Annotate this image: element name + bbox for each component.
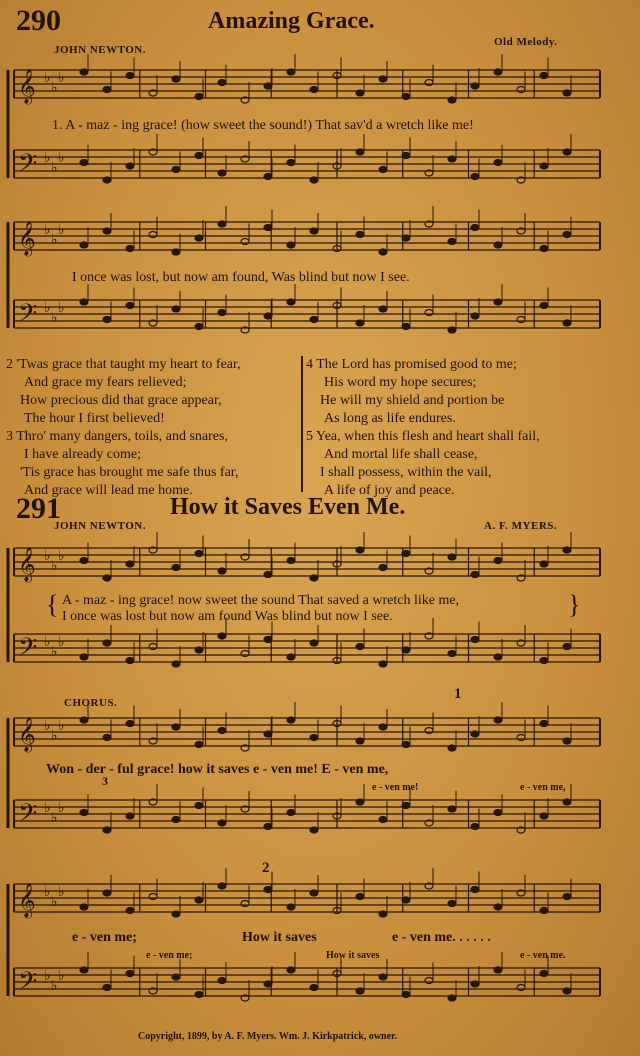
verse-block [306,428,540,500]
note-head [218,978,226,984]
note-head [195,992,203,998]
note-head [310,228,318,234]
flat-sign: ♭ [44,800,51,816]
flat-sign: ♭ [51,978,58,994]
flat-sign: ♭ [44,548,51,564]
note-head [218,568,226,574]
treble-clef: 𝄞 [18,883,36,918]
note-head [172,565,180,571]
note-head [563,320,571,326]
flat-sign: ♭ [44,968,51,984]
note-head [264,83,272,89]
flat-sign: ♭ [58,800,65,816]
note-head [103,640,111,646]
note-head [195,94,203,100]
note-head [310,827,318,833]
note-head [448,97,456,103]
note-head [80,299,88,305]
note-head [379,167,387,173]
note-head [287,242,295,248]
note-head [172,724,180,730]
note-head [540,561,548,567]
note-head [379,76,387,82]
note-head [540,246,548,252]
bass-clef: 𝄢 [18,799,38,834]
treble-clef: 𝄞 [18,717,36,752]
note-head [195,897,203,903]
note-head [563,894,571,900]
note-head [379,249,387,255]
verse-line: His word my hope secures; [324,375,477,390]
measure-number: 3 [102,774,108,788]
note-head [103,735,111,741]
note-head [402,551,410,557]
note-head [287,160,295,166]
lyric-line: I once was lost but now am found Was blind but now I see. [62,609,393,624]
note-head [494,810,502,816]
note-head [494,160,502,166]
author-credit: JOHN NEWTON. [54,520,146,532]
flat-sign: ♭ [58,634,65,650]
note-head [310,177,318,183]
note-head [379,817,387,823]
note-head [172,974,180,980]
note-head [494,967,502,973]
note-head [80,558,88,564]
note-head [287,967,295,973]
verse-line: As long as life endures. [324,411,456,426]
note-head [563,547,571,553]
verse-line: He will my shield and portion be [320,393,505,408]
note-head [540,163,548,169]
hymn-title: Amazing Grace. [208,8,375,34]
note-head [103,87,111,93]
note-head [103,317,111,323]
note-head [448,806,456,812]
note-head [494,654,502,660]
note-head [494,904,502,910]
note-head [471,637,479,643]
note-head [540,303,548,309]
note-head [310,575,318,581]
verse-line: 'Tis grace has brought me safe thus far, [20,465,239,480]
note-head [264,313,272,319]
composer-credit: A. F. MYERS. [484,520,558,532]
note-head [471,313,479,319]
note-head [195,742,203,748]
verse-number: 2 [6,357,13,372]
note-head [563,988,571,994]
note-head [287,904,295,910]
verse-block [306,356,517,428]
flat-sign: ♭ [58,968,65,984]
small-lyric: e - ven me; [146,950,193,961]
flat-sign: ♭ [51,644,58,660]
flat-sign: ♭ [58,884,65,900]
note-head [103,177,111,183]
note-head [264,981,272,987]
verse-line: I shall possess, within the vail, [320,465,492,480]
note-head [264,572,272,578]
note-head [172,817,180,823]
note-head [126,721,134,727]
note-head [80,69,88,75]
bass-clef: 𝄢 [18,967,38,1002]
note-head [448,156,456,162]
note-head [356,320,364,326]
chorus-line: e - ven me; [72,930,137,945]
flat-sign: ♭ [51,810,58,826]
flat-sign: ♭ [44,300,51,316]
note-head [218,883,226,889]
lyric-line: I once was lost, but now am found, Was blind but now I see. [72,270,410,285]
treble-clef: 𝄞 [18,221,36,256]
copyright-notice: Copyright, 1899, by A. F. Myers. Wm. J. Kirkpatrick, owner. [138,1031,398,1042]
flat-sign: ♭ [44,150,51,166]
note-head [356,894,364,900]
note-head [379,565,387,571]
note-head [103,985,111,991]
flat-sign: ♭ [51,894,58,910]
note-head [310,317,318,323]
verse-line: Yea, when this flesh and heart shall fail, [315,429,540,444]
note-head [80,654,88,660]
flat-sign: ♭ [51,728,58,744]
flat-sign: ♭ [58,150,65,166]
hymn-title: How it Saves Even Me. [170,494,406,520]
note-head [264,225,272,231]
note-head [448,327,456,333]
note-head [264,174,272,180]
note-head [195,551,203,557]
note-head [356,149,364,155]
note-head [540,658,548,664]
note-head [126,908,134,914]
note-head [563,232,571,238]
note-head [402,235,410,241]
flat-sign: ♭ [58,70,65,86]
note-head [356,799,364,805]
note-head [402,803,410,809]
hymn-number: 290 [16,4,61,37]
verse-line: I have already come; [24,447,141,462]
note-head [287,299,295,305]
note-head [540,908,548,914]
note-head [287,69,295,75]
treble-clef: 𝄞 [18,547,36,582]
note-head [563,644,571,650]
note-head [310,735,318,741]
note-head [540,971,548,977]
note-head [540,73,548,79]
note-head [172,661,180,667]
note-head [356,644,364,650]
note-head [379,724,387,730]
note-head [402,324,410,330]
note-head [218,310,226,316]
flat-sign: ♭ [58,718,65,734]
note-head [471,83,479,89]
note-head [287,558,295,564]
note-head [126,813,134,819]
note-head [195,235,203,241]
flat-sign: ♭ [51,160,58,176]
verse-line: Thro' many dangers, toils, and snares, [16,429,228,444]
note-head [126,246,134,252]
flat-sign: ♭ [51,310,58,326]
note-head [494,242,502,248]
note-head [356,988,364,994]
note-head [448,651,456,657]
note-head [195,324,203,330]
note-head [379,661,387,667]
verse-line: And grace my fears relieved; [24,375,187,390]
note-head [287,717,295,723]
note-head [195,647,203,653]
note-head [103,827,111,833]
small-lyric: How it saves [326,950,380,961]
ending-number: 2 [262,860,270,876]
verse-block [6,356,241,428]
small-lyric: e - ven me! [372,782,419,793]
flat-sign: ♭ [51,232,58,248]
flat-sign: ♭ [58,222,65,238]
note-head [563,90,571,96]
note-head [379,306,387,312]
verse-line: The Lord has promised good to me; [316,357,517,372]
note-head [126,658,134,664]
note-head [356,90,364,96]
flat-sign: ♭ [44,634,51,650]
note-head [563,799,571,805]
verse-line: A life of joy and peace. [324,483,455,498]
note-head [103,890,111,896]
note-head [402,897,410,903]
flat-sign: ♭ [51,80,58,96]
verse-number: 4 [306,357,313,372]
note-head [494,717,502,723]
note-head [264,887,272,893]
verse-number: 5 [306,429,313,444]
note-head [471,225,479,231]
note-head [494,69,502,75]
note-head [310,890,318,896]
note-head [218,820,226,826]
lyric-line: 1. A - maz - ing grace! (how sweet the sound!) That sav'd a wretch like me! [52,118,474,133]
small-lyric: e - ven me. [520,950,566,961]
note-head [402,94,410,100]
note-head [218,80,226,86]
note-head [126,303,134,309]
note-head [448,554,456,560]
note-head [80,717,88,723]
note-head [172,306,180,312]
note-head [287,810,295,816]
note-head [379,911,387,917]
flat-sign: ♭ [44,70,51,86]
flat-sign: ♭ [44,884,51,900]
note-head [149,232,157,238]
note-head [356,547,364,553]
note-head [471,824,479,830]
flat-sign: ♭ [44,222,51,238]
flat-sign: ♭ [44,718,51,734]
note-head [471,981,479,987]
note-head [494,299,502,305]
note-head [241,239,249,245]
note-head [103,575,111,581]
note-head [356,738,364,744]
verse-divider [301,356,303,492]
small-lyric: e - ven me, [520,782,566,793]
verse-line: How precious did that grace appear, [20,393,222,408]
verse-line: And mortal life shall cease, [324,447,478,462]
note-head [402,992,410,998]
author-credit: JOHN NEWTON. [54,44,146,56]
note-head [172,76,180,82]
note-head [218,633,226,639]
note-head [379,974,387,980]
note-head [264,824,272,830]
note-head [356,232,364,238]
flat-sign: ♭ [51,558,58,574]
flat-sign: ♭ [58,300,65,316]
bass-clef: 𝄢 [18,299,38,334]
note-head [80,904,88,910]
note-head [126,163,134,169]
note-head [126,971,134,977]
note-head [195,153,203,159]
treble-clef: 𝄞 [18,69,36,104]
note-head [80,810,88,816]
verse-block [6,428,238,500]
lyric-line: A - maz - ing grace! now sweet the sound That saved a wretch like me, [62,593,460,608]
brace: { [46,590,59,619]
note-head [287,654,295,660]
note-head [218,170,226,176]
chorus-label: CHORUS. [64,697,118,709]
note-head [448,745,456,751]
note-head [126,561,134,567]
bass-clef: 𝄢 [18,149,38,184]
note-head [310,640,318,646]
note-head [402,153,410,159]
bass-clef: 𝄢 [18,633,38,668]
chorus-line: How it saves [242,930,317,945]
note-head [80,160,88,166]
hymn-number: 291 [16,492,61,525]
ending-number: 1 [454,686,462,702]
note-head [402,647,410,653]
note-head [126,73,134,79]
verse-line: And grace will lead me home. [24,483,193,498]
note-head [310,87,318,93]
note-head [172,249,180,255]
note-head [218,221,226,227]
note-head [563,738,571,744]
flat-sign: ♭ [58,548,65,564]
note-head [471,174,479,180]
chorus-line: Won - der - ful grace! how it saves e - ven me! E - ven me, [46,762,389,777]
note-head [172,911,180,917]
note-head [172,167,180,173]
note-head [402,742,410,748]
note-head [448,239,456,245]
note-head [563,149,571,155]
note-head [540,813,548,819]
verse-line: 'Twas grace that taught my heart to fear, [16,357,241,372]
verse-line: The hour I first believed! [24,411,165,426]
note-head [471,572,479,578]
note-head [218,728,226,734]
verse-number: 3 [6,429,13,444]
note-head [471,887,479,893]
note-head [264,637,272,643]
note-head [448,995,456,1001]
note-head [540,721,548,727]
note-head [103,228,111,234]
note-head [471,731,479,737]
note-head [310,985,318,991]
note-head [195,803,203,809]
chorus-line: e - ven me. . . . . . [392,930,491,945]
note-head [80,242,88,248]
tune-credit: Old Melody. [494,36,558,48]
note-head [448,901,456,907]
note-head [80,967,88,973]
brace: } [568,590,581,619]
note-head [494,558,502,564]
note-head [264,731,272,737]
